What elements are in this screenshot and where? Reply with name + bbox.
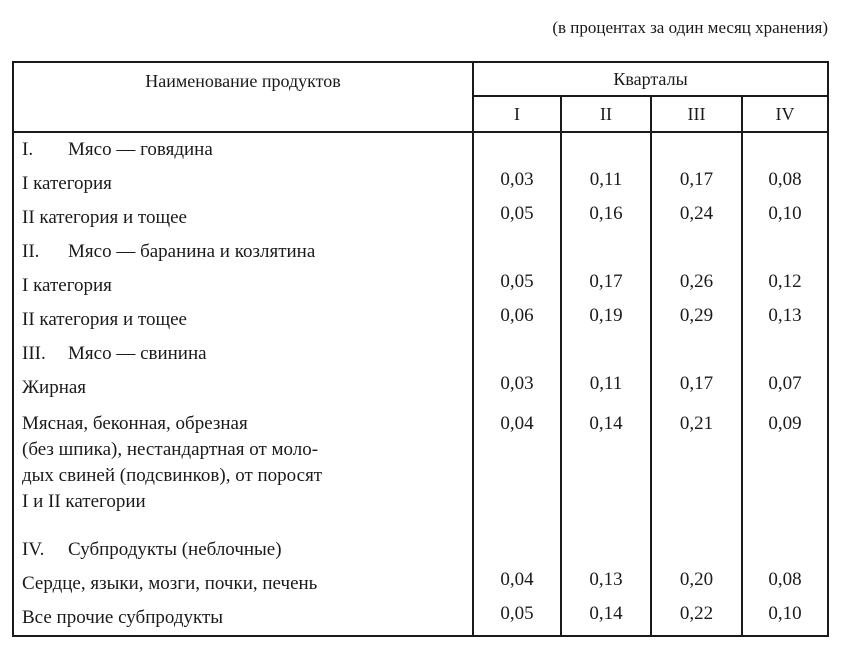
quarter-value-cell: 0,10 bbox=[742, 201, 828, 235]
header-quarter-4: IV bbox=[742, 96, 828, 132]
quarter-value-cell: 0,08 bbox=[742, 567, 828, 601]
quarter-value-cell: 0,08 bbox=[742, 167, 828, 201]
product-label: I категория bbox=[22, 275, 112, 296]
quarter-value-cell: 0,24 bbox=[651, 201, 742, 235]
quarter-value-cell bbox=[742, 235, 828, 269]
quarter-value-cell: 0,14 bbox=[561, 601, 651, 636]
section-row bbox=[13, 337, 828, 371]
quarter-value-cell bbox=[651, 533, 742, 567]
quarter-value-cell: 0,11 bbox=[561, 167, 651, 201]
quarter-value-cell bbox=[742, 533, 828, 567]
product-label: II категория и тощее bbox=[22, 309, 187, 330]
product-name-cell bbox=[13, 601, 473, 636]
quarter-value-cell bbox=[742, 337, 828, 371]
quarter-value-cell: 0,13 bbox=[742, 303, 828, 337]
product-label-line: Мясная, беконная, обрезная bbox=[22, 413, 248, 434]
quarter-value-cell: 0,16 bbox=[561, 201, 651, 235]
quarter-value-cell bbox=[651, 132, 742, 167]
quarter-value-cell: 0,26 bbox=[651, 269, 742, 303]
header-quarter-1: I bbox=[473, 96, 561, 132]
section-number: I. bbox=[22, 139, 34, 160]
quarter-value-cell: 0,03 bbox=[473, 167, 561, 201]
product-name-cell bbox=[13, 567, 473, 601]
product-label-line: I и II категории bbox=[22, 491, 146, 512]
quarter-value-cell bbox=[561, 235, 651, 269]
product-label-line: (без шпика), нестандартная от моло- bbox=[22, 439, 319, 460]
quarter-value-cell bbox=[561, 533, 651, 567]
table-row bbox=[13, 167, 828, 201]
product-name-cell bbox=[13, 235, 473, 269]
section-row bbox=[13, 235, 828, 269]
product-name-cell bbox=[13, 201, 473, 235]
section-number: IV. bbox=[22, 539, 45, 560]
product-name-cell bbox=[13, 303, 473, 337]
product-label: Сердце, языки, мозги, почки, печень bbox=[22, 573, 318, 594]
quarter-value-cell bbox=[473, 132, 561, 167]
section-title: Мясо — свинина bbox=[68, 343, 207, 364]
quarter-value-cell: 0,03 bbox=[473, 371, 561, 405]
quarter-value-cell bbox=[561, 337, 651, 371]
quarter-value-cell: 0,04 bbox=[473, 405, 561, 533]
product-label: I категория bbox=[22, 173, 112, 194]
quarter-value-cell: 0,06 bbox=[473, 303, 561, 337]
quarter-value-cell: 0,04 bbox=[473, 567, 561, 601]
quarter-value-cell bbox=[473, 533, 561, 567]
quarter-value-cell: 0,19 bbox=[561, 303, 651, 337]
table-row bbox=[13, 303, 828, 337]
product-label: Все прочие субпродукты bbox=[22, 607, 224, 628]
header-quarters: Кварталы bbox=[473, 62, 828, 96]
product-name-cell bbox=[13, 167, 473, 201]
product-name-cell bbox=[13, 371, 473, 405]
product-label: Жирная bbox=[22, 377, 87, 398]
section-title: Мясо — баранина и козлятина bbox=[68, 241, 316, 262]
section-row bbox=[13, 132, 828, 167]
product-name-cell bbox=[13, 337, 473, 371]
product-label-line: дых свиней (подсвинков), от поросят bbox=[22, 465, 323, 486]
quarter-value-cell bbox=[651, 337, 742, 371]
quarter-value-cell bbox=[473, 235, 561, 269]
product-name-cell bbox=[13, 533, 473, 567]
section-number: III. bbox=[22, 343, 46, 364]
quarter-value-cell bbox=[742, 132, 828, 167]
quarter-value-cell: 0,17 bbox=[651, 371, 742, 405]
table-row bbox=[13, 567, 828, 601]
section-row bbox=[13, 533, 828, 567]
quarter-value-cell: 0,22 bbox=[651, 601, 742, 636]
table-row bbox=[13, 601, 828, 636]
quarter-value-cell: 0,05 bbox=[473, 601, 561, 636]
quarter-value-cell: 0,05 bbox=[473, 269, 561, 303]
table-body bbox=[13, 132, 828, 636]
quarter-value-cell: 0,11 bbox=[561, 371, 651, 405]
quarter-value-cell bbox=[561, 132, 651, 167]
quarter-value-cell: 0,07 bbox=[742, 371, 828, 405]
quarter-value-cell: 0,09 bbox=[742, 405, 828, 533]
section-number: II. bbox=[22, 241, 40, 262]
section-title: Субпродукты (неблочные) bbox=[68, 539, 282, 560]
quarter-value-cell bbox=[473, 337, 561, 371]
quarter-value-cell: 0,13 bbox=[561, 567, 651, 601]
quarter-value-cell: 0,17 bbox=[561, 269, 651, 303]
quarter-value-cell: 0,29 bbox=[651, 303, 742, 337]
header-quarter-3: III bbox=[651, 96, 742, 132]
table-note: (в процентах за один месяц хранения) bbox=[552, 18, 828, 37]
table-row bbox=[13, 201, 828, 235]
storage-loss-table bbox=[12, 61, 829, 637]
product-label: II категория и тощее bbox=[22, 207, 187, 228]
product-name-cell bbox=[13, 269, 473, 303]
table-row bbox=[13, 405, 828, 533]
header-quarter-2: II bbox=[561, 96, 651, 132]
quarter-value-cell: 0,10 bbox=[742, 601, 828, 636]
section-title: Мясо — говядина bbox=[68, 139, 213, 160]
quarter-value-cell: 0,14 bbox=[561, 405, 651, 533]
quarter-value-cell: 0,20 bbox=[651, 567, 742, 601]
header-product-name: Наименование продуктов bbox=[13, 62, 473, 132]
table-row bbox=[13, 269, 828, 303]
quarter-value-cell: 0,21 bbox=[651, 405, 742, 533]
quarter-value-cell: 0,17 bbox=[651, 167, 742, 201]
quarter-value-cell: 0,05 bbox=[473, 201, 561, 235]
quarter-value-cell: 0,12 bbox=[742, 269, 828, 303]
product-name-cell bbox=[13, 132, 473, 167]
quarter-value-cell bbox=[651, 235, 742, 269]
product-name-cell bbox=[13, 405, 473, 533]
table-row bbox=[13, 371, 828, 405]
